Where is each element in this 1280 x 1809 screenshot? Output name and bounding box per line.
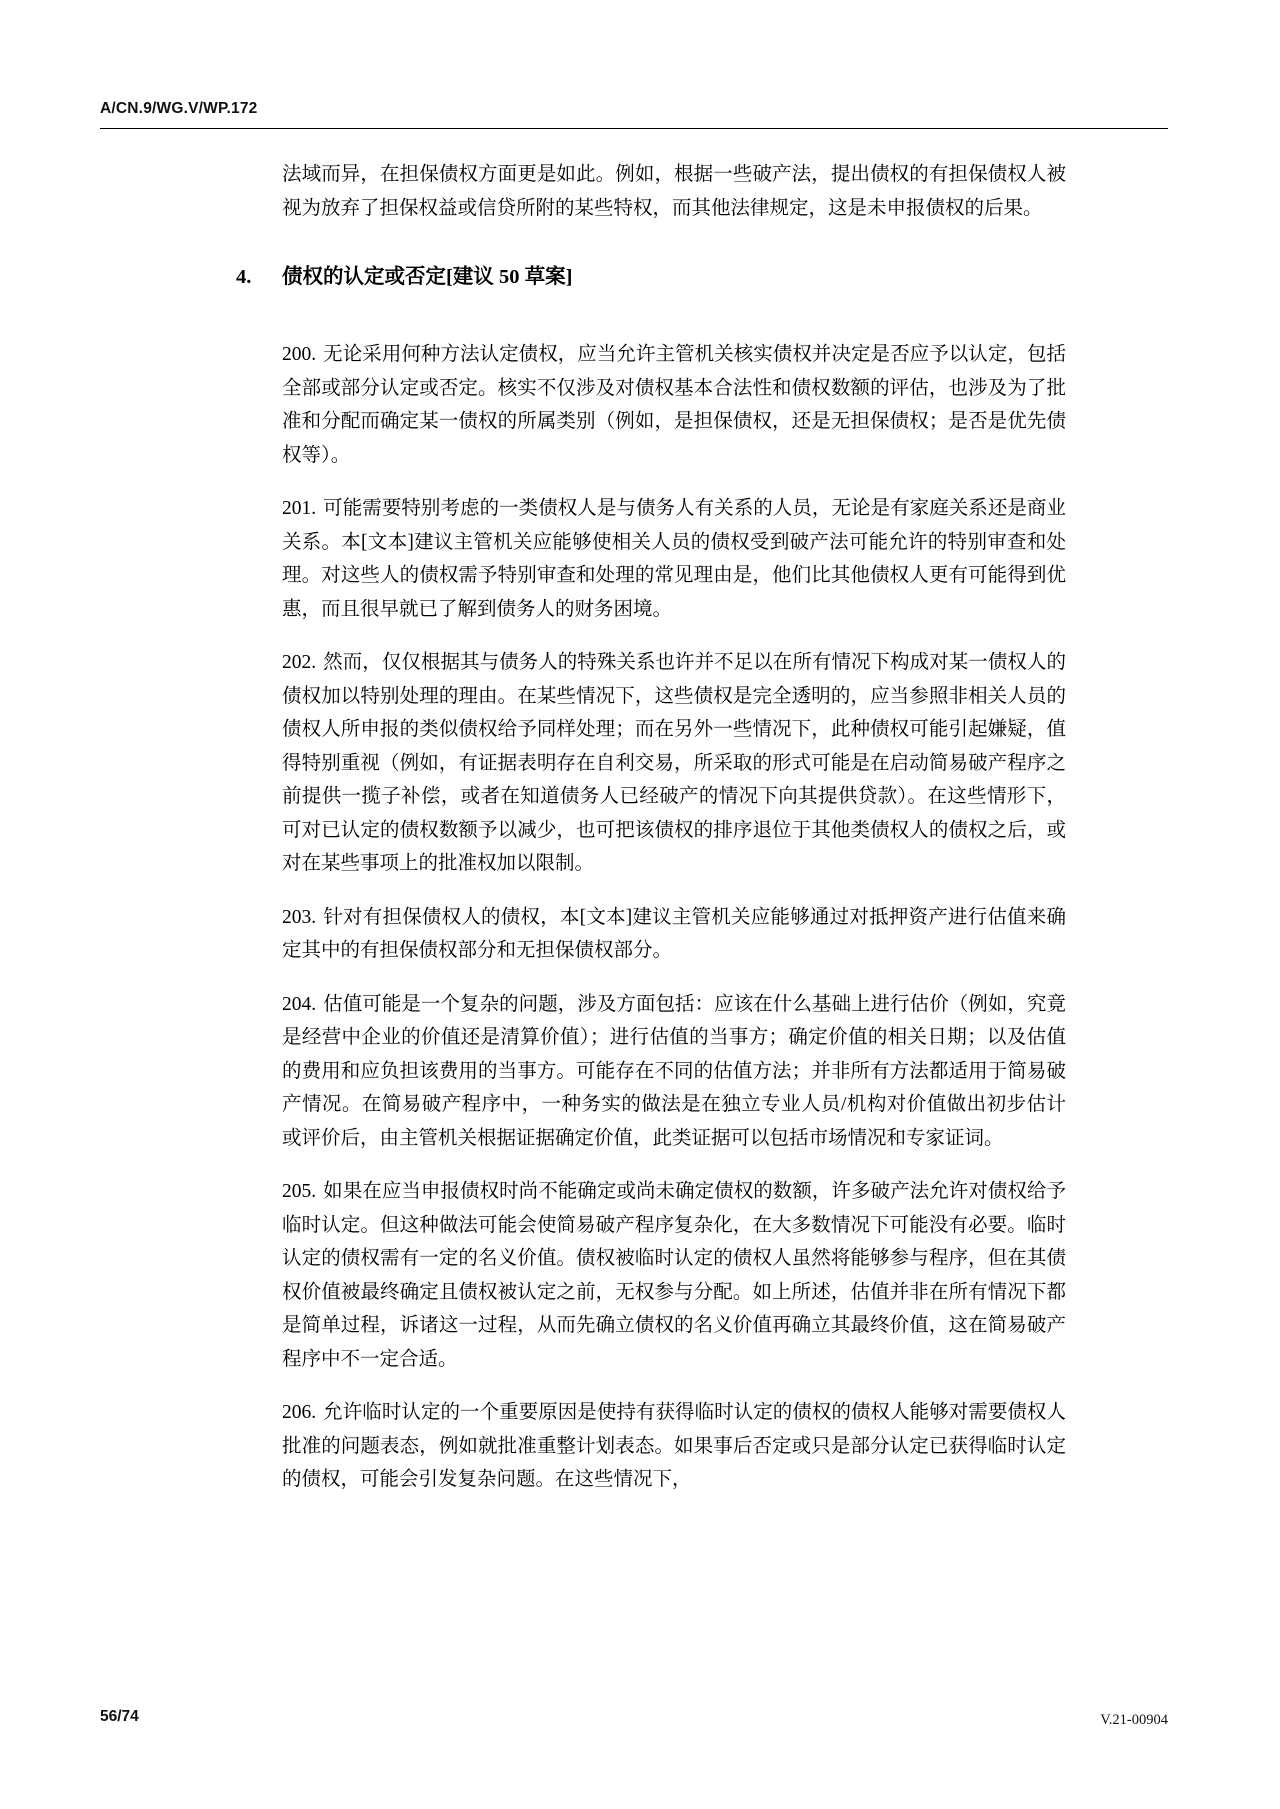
footer-document-id: V.21-00904 <box>1100 1712 1168 1728</box>
body-paragraph-201 <box>282 492 1066 626</box>
paragraph-number: 201. <box>282 498 317 519</box>
paragraph-number: 205. <box>282 1181 317 1202</box>
paragraph-number: 206. <box>282 1402 317 1423</box>
document-body <box>236 158 1066 1517</box>
section-heading-title: 债权的认定或否定[建议 50 草案] <box>282 266 573 288</box>
paragraph-text: 然而，仅仅根据其与债务人的特殊关系也许并不足以在所有情况下构成对某一债权人的债权加以特别处理的理由。在某些情况下，这些债权是完全透明的，应当参照非相关人员的债权人所申报的类似债权给予同样处理；而在另外一些情况下，此种债权可能引起嫌疑，值得特别重视（例如，有证据表明存在自利交易，所采取的形式可能是在启动简易破产程序之前提供一揽子补偿，或者在知道债务人已经破产的情况下向其提供贷款）。在这些情形下，可对已认定的债权数额予以减少，也可把该债权的排序退位于其他类债权人的债权之后，或对在某些事项上的批准权加以限制。 <box>282 652 1066 874</box>
paragraph-number: 204. <box>282 993 317 1015</box>
footer-page-number: 56/74 <box>100 1708 139 1725</box>
body-paragraph-206 <box>282 1396 1066 1497</box>
paragraph-text: 如果在应当申报债权时尚不能确定或尚未确定债权的数额，许多破产法允许对债权给予临时认定。但这种做法可能会使简易破产程序复杂化，在大多数情况下可能没有必要。临时认定的债权需有一定的名义价值。债权被临时认定的债权人虽然将能够参与程序，但在其债权价值被最终确定且债权被认定之前，无权参与分配。如上所述，估值并非在所有情况下都是简单过程，诉诸这一过程，从而先确立债权的名义价值再确立其最终价值，这在简易破产程序中不一定合适。 <box>282 1181 1066 1370</box>
paragraph-text: 允许临时认定的一个重要原因是使持有获得临时认定的债权的债权人能够对需要债权人批准的问题表态，例如就批准重整计划表态。如果事后否定或只是部分认定已获得临时认定的债权，可能会引发复杂问题。在这些情况下， <box>282 1402 1066 1490</box>
paragraph-text: 估值可能是一个复杂的问题，涉及方面包括：应该在什么基础上进行估价（例如，究竟是经营中企业的价值还是清算价值）；进行估值的当事方；确定价值的相关日期；以及估值的费用和应负担该费用的当事方。可能存在不同的估值方法；并非所有方法都适用于简易破产情况。在简易破产程序中，一种务实的做法是在独立专业人员/机构对价值做出初步估计或评价后，由主管机关根据证据确定价值，此类证据可以包括市场情况和专家证词。 <box>282 993 1066 1149</box>
paragraph-text: 针对有担保债权人的债权，本[文本]建议主管机关应能够通过对抵押资产进行估值来确定其中的有担保债权部分和无担保债权部分。 <box>282 906 1066 961</box>
body-paragraph-204 <box>282 988 1066 1156</box>
paragraph-text: 可能需要特别考虑的一类债权人是与债务人有关系的人员，无论是有家庭关系还是商业关系。本[文本]建议主管机关应能够使相关人员的债权受到破产法可能允许的特别审查和处理。对这些人的债权需予特别审查和处理的常见理由是，他们比其他债权人更有可能得到优惠，而且很早就已了解到债务人的财务困境。 <box>282 498 1066 620</box>
section-heading-number: 4. <box>236 266 252 288</box>
section-heading <box>236 261 1066 294</box>
document-symbol: A/CN.9/WG.V/WP.172 <box>100 100 1168 129</box>
paragraph-number: 200. <box>282 344 317 365</box>
paragraph-text: 无论采用何种方法认定债权，应当允许主管机关核实债权并决定是否应予以认定，包括全部或部分认定或否定。核实不仅涉及对债权基本合法性和债权数额的评估，也涉及为了批准和分配而确定某一债权的所属类别（例如，是担保债权，还是无担保债权；是否是优先债权等）。 <box>282 344 1066 466</box>
body-paragraph-205 <box>282 1175 1066 1376</box>
body-paragraph-200 <box>282 338 1066 472</box>
paragraph-number: 203. <box>282 906 317 928</box>
continuation-paragraph: 法域而异，在担保债权方面更是如此。例如，根据一些破产法，提出债权的有担保债权人被视为放弃了担保权益或信贷所附的某些特权，而其他法律规定，这是未申报债权的后果。 <box>282 164 1066 219</box>
body-paragraph-202 <box>282 646 1066 881</box>
body-paragraph-203 <box>282 901 1066 968</box>
paragraph-number: 202. <box>282 652 317 673</box>
